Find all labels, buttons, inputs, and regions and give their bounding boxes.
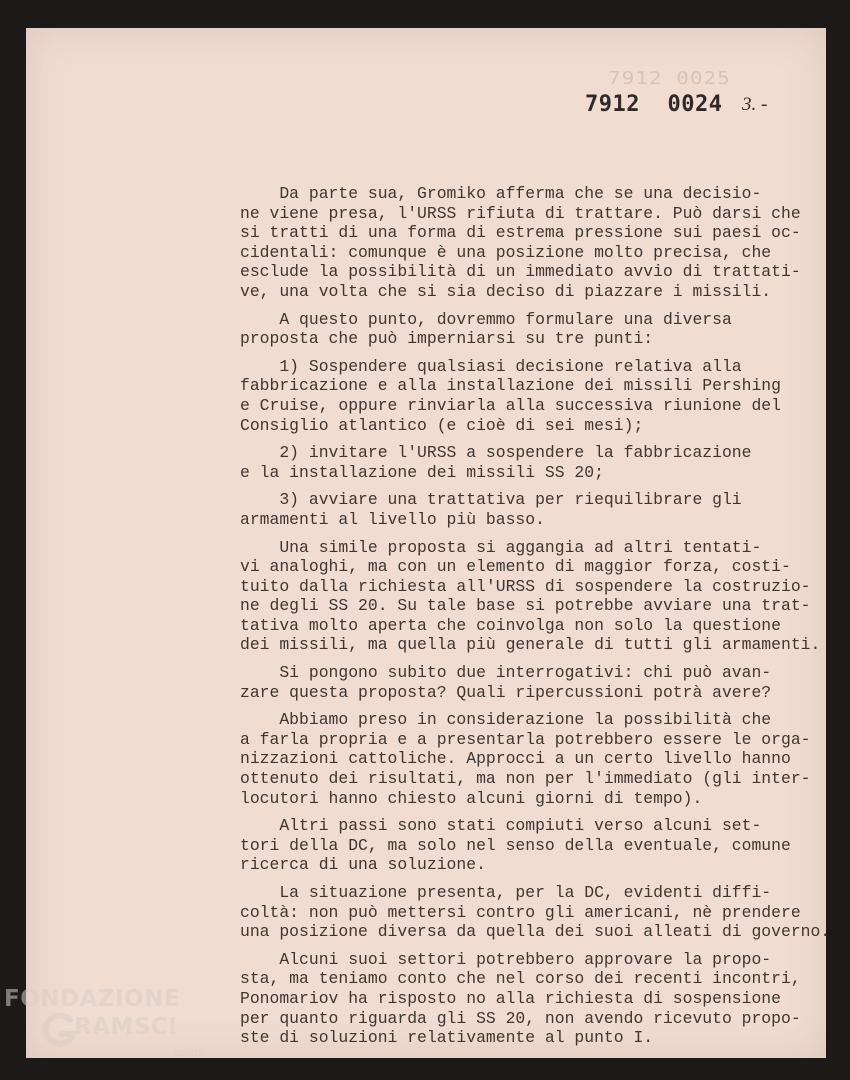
text-line: 2) invitare l'URSS a sospendere la fabbricazione — [240, 443, 752, 463]
text-line: tativa molto aperta che coinvolga non solo la questione — [240, 615, 781, 635]
text-line: zare questa proposta? Quali ripercussioni potrà avere? — [240, 682, 772, 702]
text-line: locutori hanno chiesto alcuni giorni di tempo). — [240, 788, 703, 808]
text-line: vi analoghi, ma con un elemento di maggior forza, costi- — [240, 557, 791, 577]
text-line: Ponomariov ha risposto no alla richiesta di sospensione — [240, 988, 781, 1008]
paragraph — [240, 538, 840, 656]
watermark-line2: RAMSCI — [74, 1014, 178, 1040]
paragraph — [240, 710, 840, 808]
paragraph — [240, 883, 840, 942]
text-line: una posizione diversa da quella dei suoi alleati di governo. — [240, 922, 831, 942]
text-line: dei missili, ma quella più generale di tutti gli armamenti. — [240, 635, 821, 655]
text-line: proposta che può imperniarsi su tre punti: — [240, 329, 654, 349]
watermark-line1: FONDAZIONE — [4, 986, 181, 1012]
watermark-logo — [4, 986, 214, 1076]
text-line: tuito dalla richiesta all'URSS di sospendere la costruzio- — [240, 576, 811, 596]
text-line: cidentali: comunque è una posizione molto precisa, che — [240, 242, 772, 262]
text-line: Consiglio atlantico (e cioè di sei mesi); — [240, 415, 644, 435]
paragraph — [240, 310, 840, 349]
paragraph — [240, 184, 840, 302]
text-line: a farla propria e a presentarla potrebbero essere le orga- — [240, 729, 811, 749]
text-line: e Cruise, oppure rinviarla alla successiva riunione del — [240, 395, 781, 415]
text-line: fabbricazione e alla installazione dei missili Pershing — [240, 376, 781, 396]
text-line: e la installazione dei missili SS 20; — [240, 462, 604, 482]
text-line: A questo punto, dovremmo formulare una diversa — [240, 309, 732, 329]
text-line: tori della DC, ma solo nel senso della eventuale, comune — [240, 835, 791, 855]
text-line: nizzazioni cattoliche. Approcci a un certo livello hanno — [240, 749, 791, 769]
watermark-sub: onlus — [174, 1046, 204, 1059]
text-line: ne viene presa, l'URSS rifiuta di trattare. Può darsi che — [240, 203, 801, 223]
page-number: 3. - — [742, 94, 768, 115]
text-line: Da parte sua, Gromiko afferma che se una decisio- — [240, 184, 762, 203]
paragraph — [240, 443, 840, 482]
text-line: ottenuto dei risultati, ma non per l'immediato (gli inter- — [240, 769, 811, 789]
text-line: La situazione presenta, per la DC, evidenti diffi- — [240, 883, 772, 902]
text-line: Alcuni suoi settori potrebbero approvare la propo- — [240, 949, 772, 969]
text-line: ne degli SS 20. Su tale base si potrebbe avviare una trat- — [240, 596, 811, 616]
text-line: Si pongono subito due interrogativi: chi può avan- — [240, 663, 772, 683]
text-line: sta, ma teniamo conto che nel corso dei recenti incontri, — [240, 969, 801, 989]
show-through-number: 7912 0025 — [608, 67, 731, 89]
text-line: esclude la possibilità di un immediato avvio di trattati- — [240, 262, 801, 282]
text-line: Abbiamo preso in considerazione la possibilità che — [240, 710, 772, 730]
paragraph — [240, 357, 840, 435]
archive-number: 7912 0024 — [585, 92, 723, 117]
text-line: Una simile proposta si aggangia ad altri tentati- — [240, 537, 762, 557]
text-line: armamenti al livello più basso. — [240, 509, 545, 529]
paragraph — [240, 950, 840, 1048]
paragraph — [240, 490, 840, 529]
text-line: ste di soluzioni relativamente al punto I. — [240, 1028, 654, 1048]
paragraph — [240, 816, 840, 875]
paragraph — [240, 663, 840, 702]
document-body — [240, 184, 840, 1056]
text-line: ricerca di una soluzione. — [240, 855, 486, 875]
text-line: si tratti di una forma di estrema pressione sui paesi oc- — [240, 223, 801, 243]
text-line: 1) Sospendere qualsiasi decisione relativa alla — [240, 356, 742, 376]
text-line: ve, una volta che si sia deciso di piazzare i missili. — [240, 281, 772, 301]
text-line: coltà: non può mettersi contro gli americani, nè prendere — [240, 902, 801, 922]
text-line: per quanto riguarda gli SS 20, non avendo ricevuto propo- — [240, 1008, 801, 1028]
text-line: 3) avviare una trattativa per riequilibrare gli — [240, 490, 742, 510]
text-line: Altri passi sono stati compiuti verso alcuni set- — [240, 816, 762, 836]
